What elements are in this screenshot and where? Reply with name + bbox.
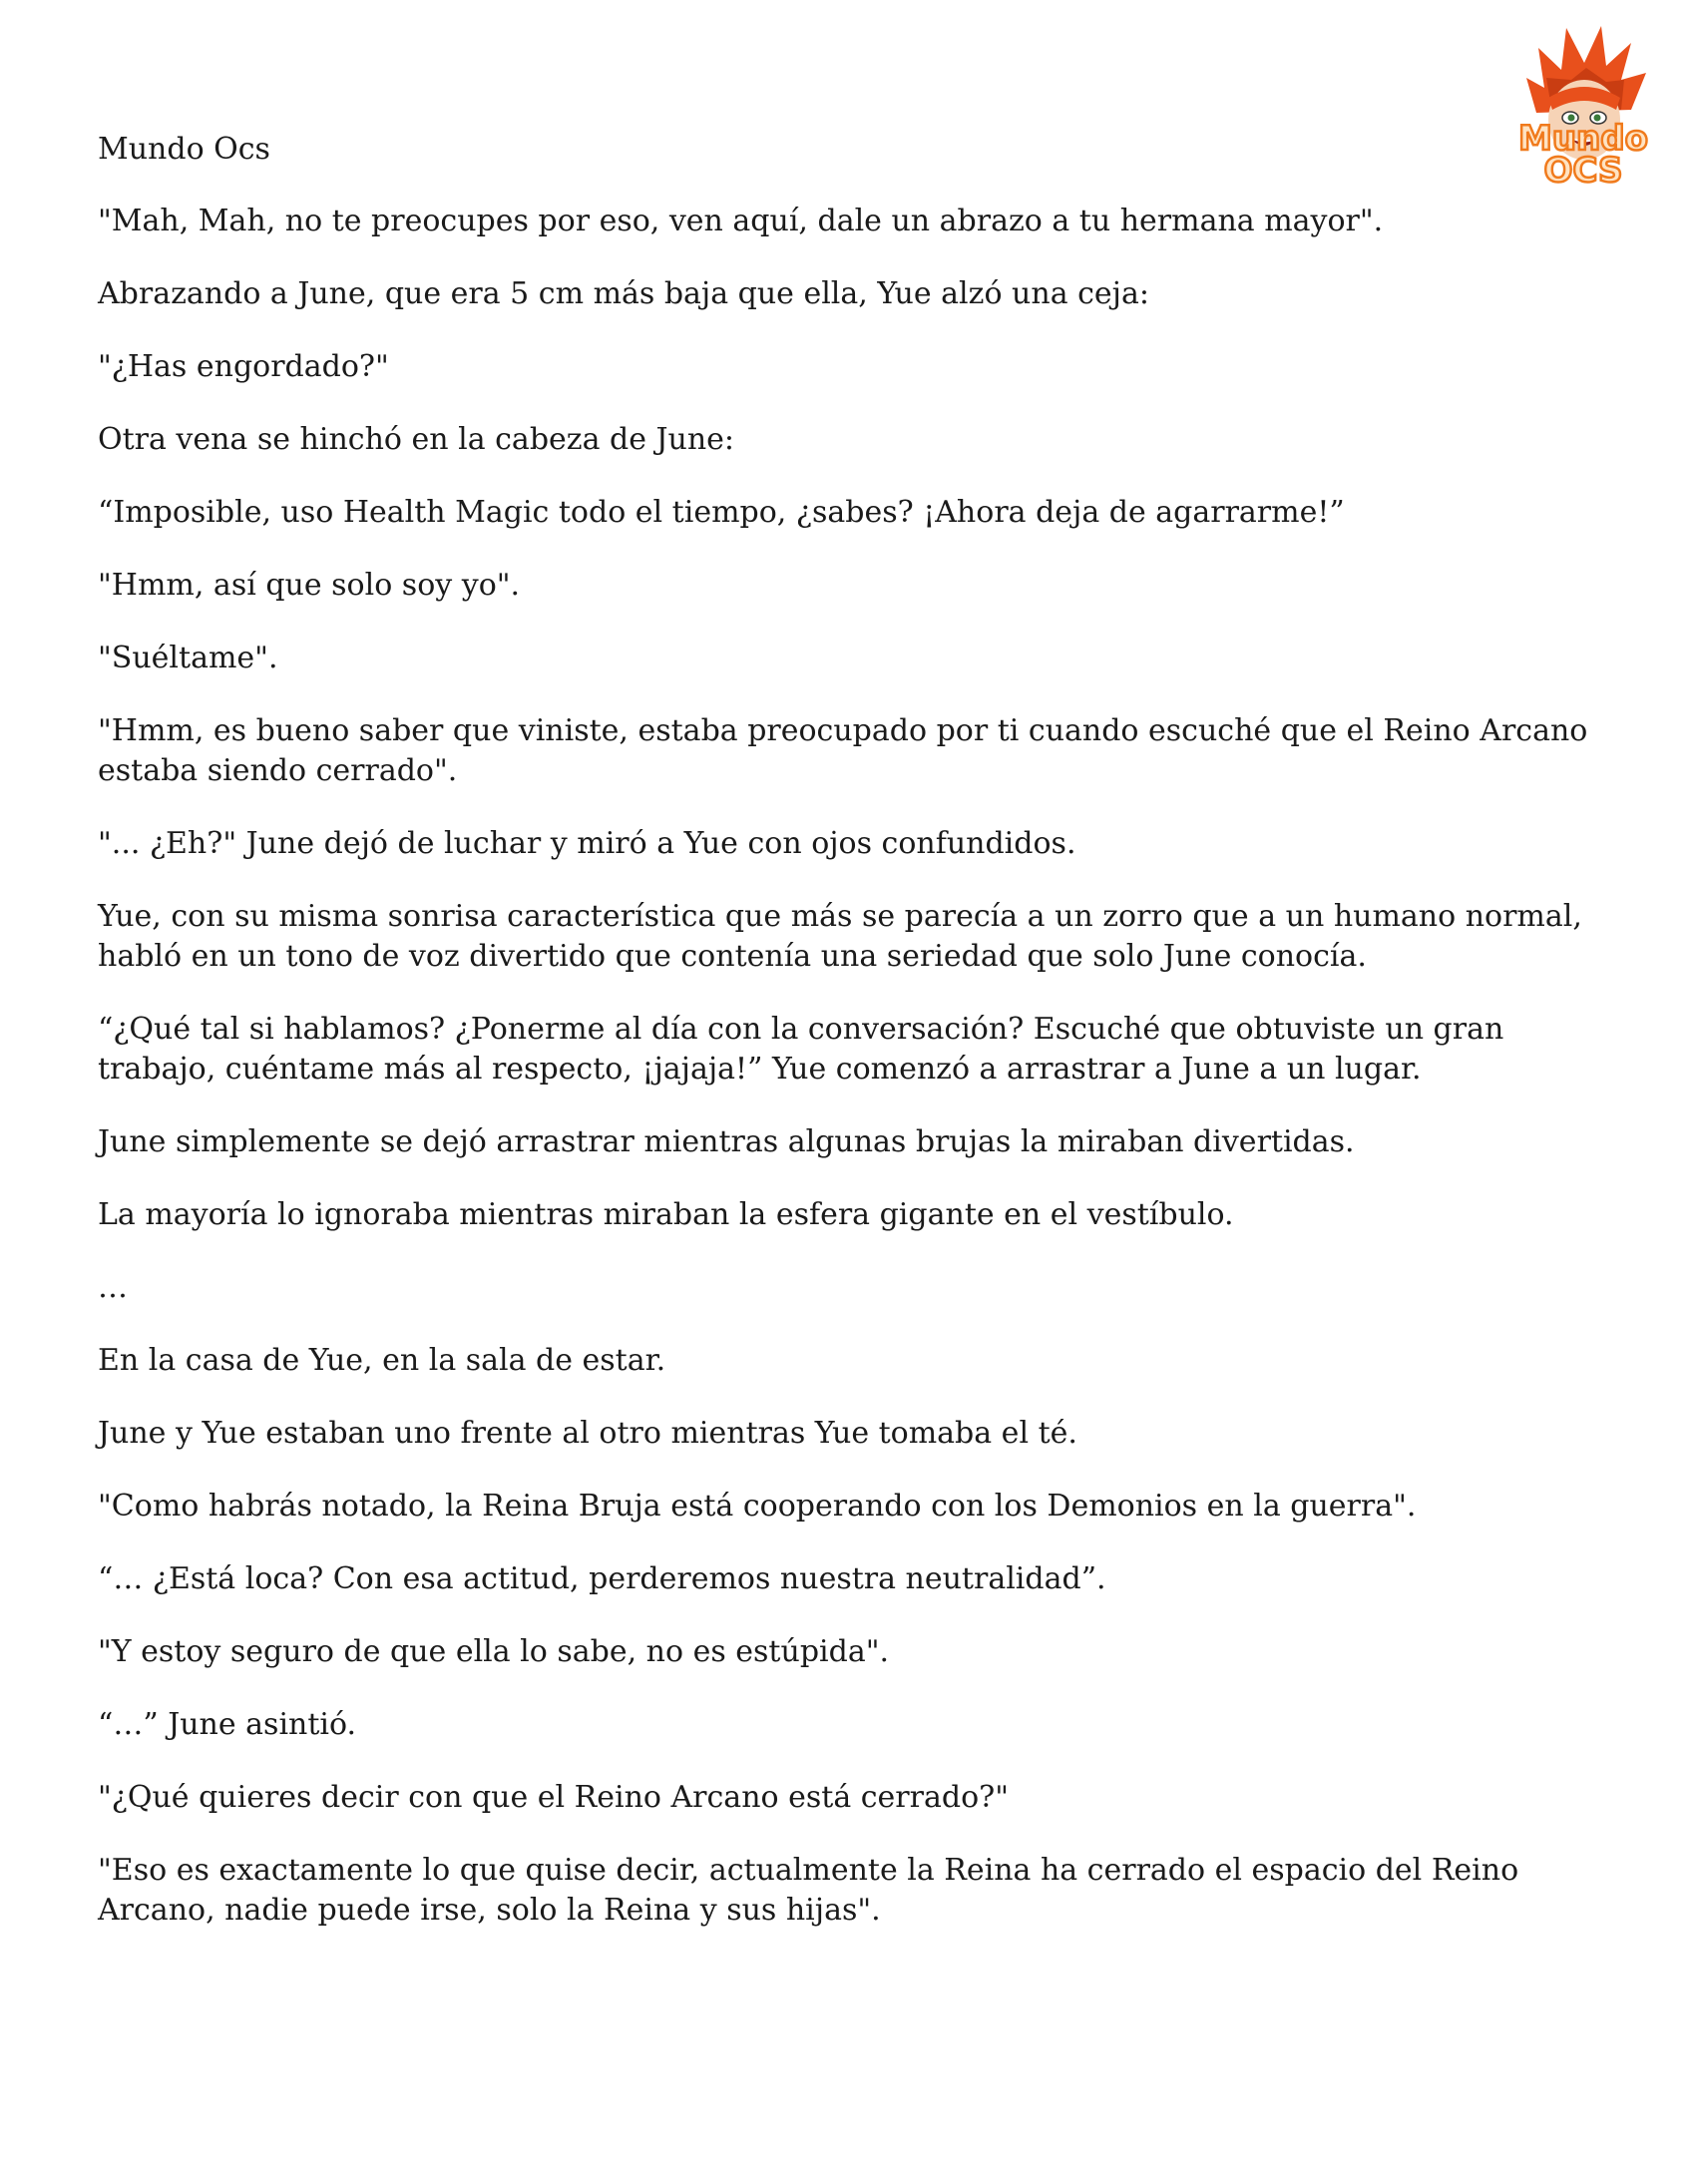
paragraph: "Hmm, así que solo soy yo". — [98, 568, 521, 603]
paragraph: "¿Has engordado?" — [98, 349, 389, 384]
paragraph: June simplemente se dejó arrastrar mientras algunas brujas la miraban divertidas. — [98, 1124, 1355, 1159]
paragraph: Abrazando a June, que era 5 cm más baja que ella, Yue alzó una ceja: — [98, 276, 1149, 311]
paragraph: “¿Qué tal si hablamos? ¿Ponerme al día con la conversación? Escuché que obtuviste un gran trabajo, cuéntame más al respecto, ¡jajaja!” Yue comenzó a arrastrar a June a un lugar. — [98, 1012, 1504, 1087]
paragraph: "... ¿Eh?" June dejó de luchar y miró a Yue con ojos confundidos. — [98, 826, 1076, 861]
document-body — [98, 130, 1614, 1964]
scene-break: … — [98, 1270, 128, 1305]
logo-text-mundo: Mundo — [1518, 119, 1648, 159]
paragraph: La mayoría lo ignoraba mientras miraban la esfera gigante en el vestíbulo. — [98, 1197, 1234, 1232]
document-title: Mundo Ocs — [98, 132, 270, 167]
paragraph: "Como habrás notado, la Reina Bruja está cooperando con los Demonios en la guerra". — [98, 1489, 1417, 1524]
paragraph: En la casa de Yue, en la sala de estar. — [98, 1343, 666, 1378]
paragraph: "Suéltame". — [98, 641, 278, 675]
paragraph: "Eso es exactamente lo que quise decir, actualmente la Reina ha cerrado el espacio del Reino Arcano, nadie puede irse, solo la Reina y sus hijas". — [98, 1853, 1519, 1928]
paragraph: "¿Qué quieres decir con que el Reino Arcano está cerrado?" — [98, 1780, 1010, 1815]
paragraph: "Hmm, es bueno saber que viniste, estaba preocupado por ti cuando escuché que el Reino Arcano estaba siendo cerrado". — [98, 713, 1588, 788]
paragraph: “Imposible, uso Health Magic todo el tiempo, ¿sabes? ¡Ahora deja de agarrarme!” — [98, 495, 1345, 530]
paragraph: "Mah, Mah, no te preocupes por eso, ven aquí, dale un abrazo a tu hermana mayor". — [98, 204, 1384, 238]
paragraph: Yue, con su misma sonrisa característica que más se parecía a un zorro que a un humano normal, habló en un tono de voz divertido que contenía una seriedad que solo June conocía. — [98, 899, 1582, 974]
paragraph: Otra vena se hinchó en la cabeza de June: — [98, 422, 735, 457]
paragraph: "Y estoy seguro de que ella lo sabe, no es estúpida". — [98, 1634, 890, 1669]
paragraph: June y Yue estaban uno frente al otro mientras Yue tomaba el té. — [98, 1416, 1077, 1451]
logo-text-ocs: OCS — [1543, 151, 1623, 188]
paragraph: “… ¿Está loca? Con esa actitud, perderemos nuestra neutralidad”. — [98, 1561, 1106, 1596]
paragraph: “…” June asintió. — [98, 1707, 357, 1742]
